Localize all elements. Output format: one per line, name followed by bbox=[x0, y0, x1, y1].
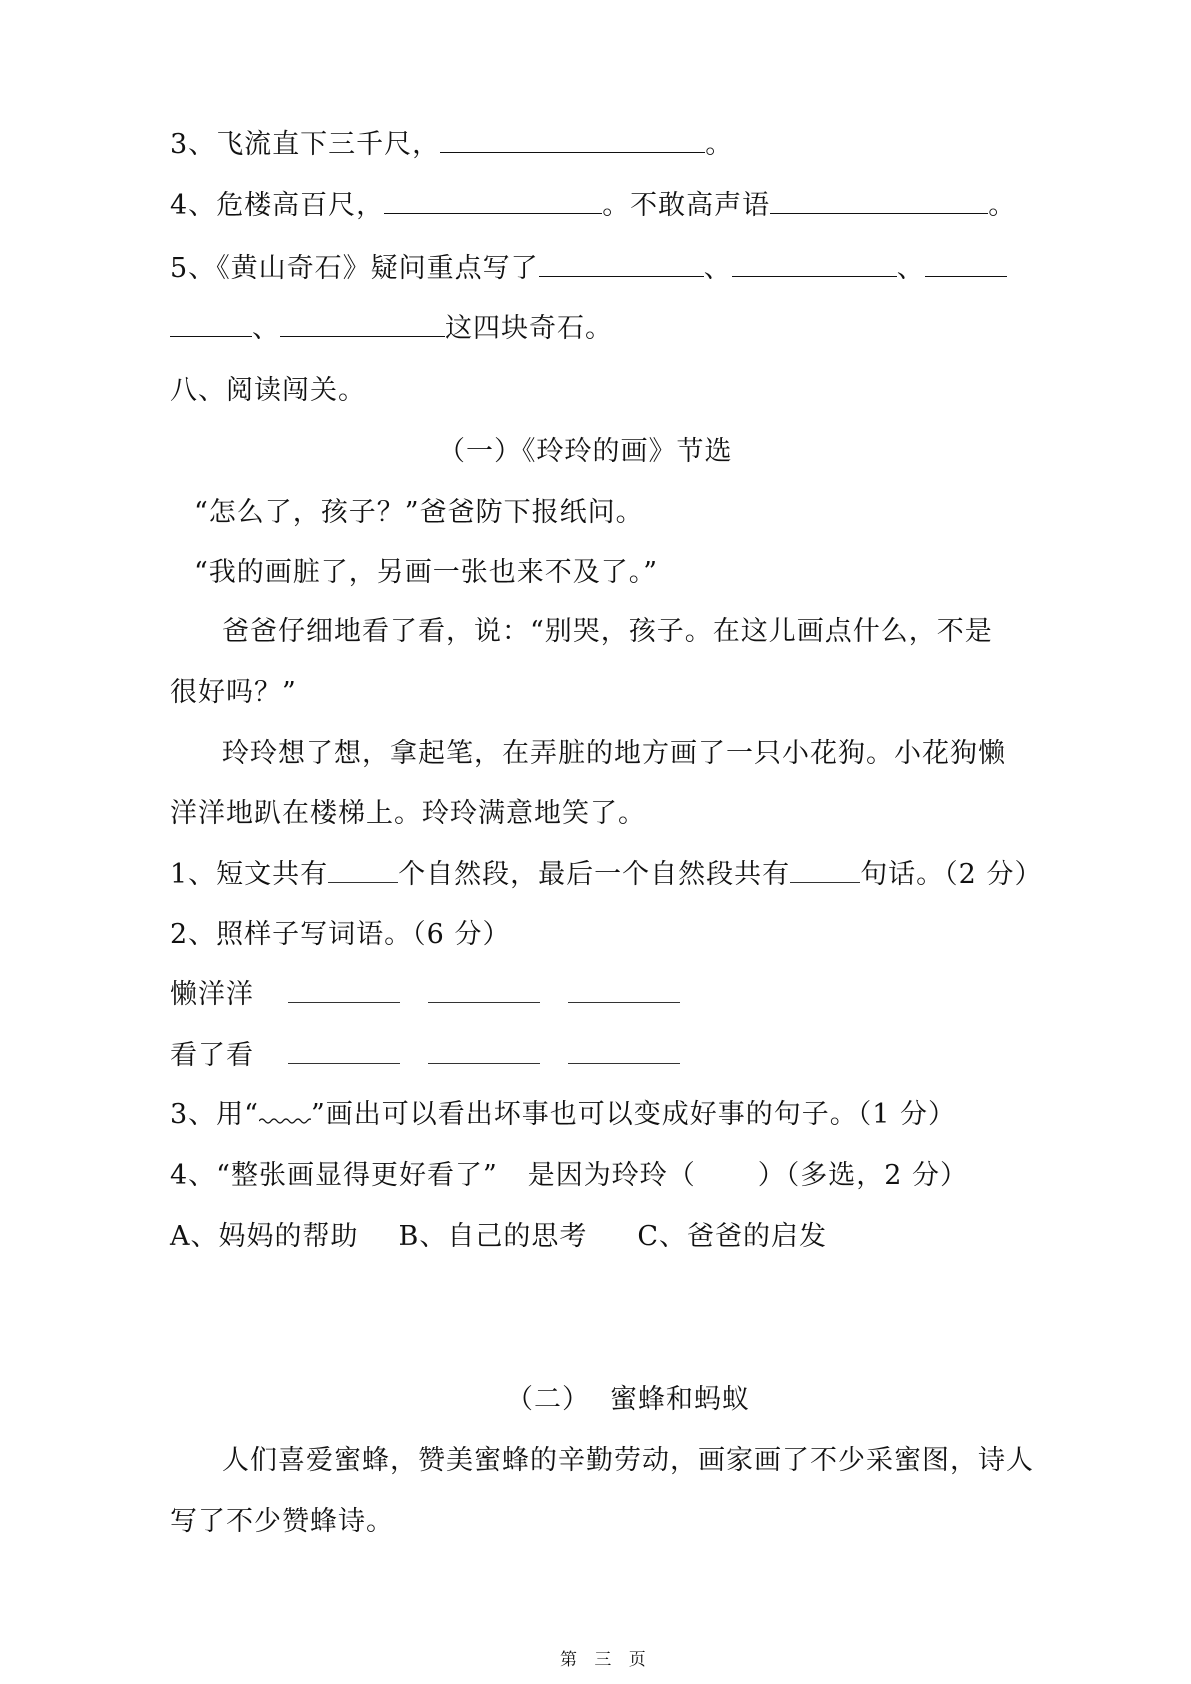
question-5-line: 5、《黄山奇石》疑问重点写了 、 、 bbox=[170, 252, 1007, 286]
reading-question-1: 1、短文共有 个自然段，最后一个自然段共有 句话。（2 分） bbox=[170, 859, 1043, 890]
answer-blank[interactable] bbox=[428, 1041, 540, 1064]
answer-blank[interactable] bbox=[328, 860, 398, 883]
answer-blank[interactable] bbox=[539, 254, 704, 277]
passage-title: （一）《玲玲的画》节选 bbox=[438, 436, 733, 467]
answer-blank[interactable] bbox=[170, 314, 252, 337]
answer-blank[interactable] bbox=[732, 254, 897, 277]
reading-question-3: 3、用“ ”画出可以看出坏事也可以变成好事的句子。（1 分） bbox=[170, 1099, 957, 1130]
answer-blank[interactable] bbox=[568, 1041, 680, 1064]
passage-paragraph: 很好吗？” bbox=[170, 677, 297, 708]
question-text: 危楼高百尺， bbox=[216, 190, 385, 221]
reading-question-2: 2、照样子写词语。（6 分） bbox=[170, 919, 511, 950]
passage-paragraph: “怎么了，孩子？”爸爸防下报纸问。 bbox=[194, 497, 644, 528]
answer-blank[interactable] bbox=[568, 980, 680, 1003]
passage-2-title bbox=[506, 1383, 750, 1417]
passage-paragraph: 写了不少赞蜂诗。 bbox=[170, 1506, 394, 1537]
question-5-line-continued: 、 这四块奇石。 bbox=[170, 312, 613, 346]
answer-blank[interactable] bbox=[280, 314, 445, 337]
question-number: 3、 bbox=[170, 129, 217, 160]
question-text: 飞流直下三千尺， bbox=[216, 129, 441, 160]
answer-blank[interactable] bbox=[428, 980, 540, 1003]
answer-blank[interactable] bbox=[384, 191, 602, 214]
answer-blank[interactable] bbox=[440, 130, 705, 153]
passage-2-name: 蜜蜂和蚂蚁 bbox=[610, 1384, 750, 1415]
answer-blank[interactable] bbox=[770, 191, 988, 214]
passage-2-number: （二） bbox=[506, 1384, 590, 1415]
answer-options bbox=[170, 1220, 827, 1254]
passage-paragraph: 玲玲想了想，拿起笔，在弄脏的地方画了一只小花狗。小花狗懒 bbox=[222, 738, 1006, 769]
word-example: 看了看 bbox=[170, 1040, 254, 1071]
answer-blank[interactable] bbox=[925, 254, 1007, 277]
question-3-line: 3、飞流直下三千尺， 。 bbox=[170, 129, 734, 160]
question-4-line: 4、危楼高百尺， 。不敢高声语 。 bbox=[170, 190, 1017, 221]
passage-paragraph: 洋洋地趴在楼梯上。玲玲满意地笑了。 bbox=[170, 798, 646, 829]
answer-blank[interactable] bbox=[288, 980, 400, 1003]
option-b[interactable]: B、自己的思考 bbox=[398, 1221, 588, 1252]
passage-paragraph: 人们喜爱蜜蜂，赞美蜜蜂的辛勤劳动，画家画了不少采蜜图，诗人 bbox=[222, 1445, 1034, 1476]
passage-paragraph: 爸爸仔细地看了看，说：“别哭，孩子。在这儿画点什么，不是 bbox=[222, 616, 993, 647]
page-number: 第 三 页 bbox=[560, 1650, 652, 1670]
option-c[interactable]: C、爸爸的启发 bbox=[637, 1221, 828, 1252]
wavy-underline-icon bbox=[259, 1101, 311, 1123]
option-a[interactable]: A、妈妈的帮助 bbox=[170, 1221, 359, 1252]
word-example-row-2 bbox=[170, 1039, 680, 1073]
reading-question-4: 4、“整张画显得更好看了” 是因为玲玲（ ）（多选，2 分） bbox=[170, 1160, 969, 1191]
question-number: 4、 bbox=[170, 190, 217, 221]
word-example: 懒洋洋 bbox=[170, 979, 254, 1010]
passage-paragraph: “我的画脏了，另画一张也来不及了。” bbox=[194, 557, 659, 588]
question-text: 《黄山奇石》疑问重点写了 bbox=[216, 253, 539, 284]
question-number: 5、 bbox=[170, 253, 217, 284]
answer-blank[interactable] bbox=[288, 1041, 400, 1064]
word-example-row-1 bbox=[170, 978, 680, 1012]
section-heading: 八、阅读闯关。 bbox=[170, 375, 366, 406]
answer-blank[interactable] bbox=[790, 860, 860, 883]
